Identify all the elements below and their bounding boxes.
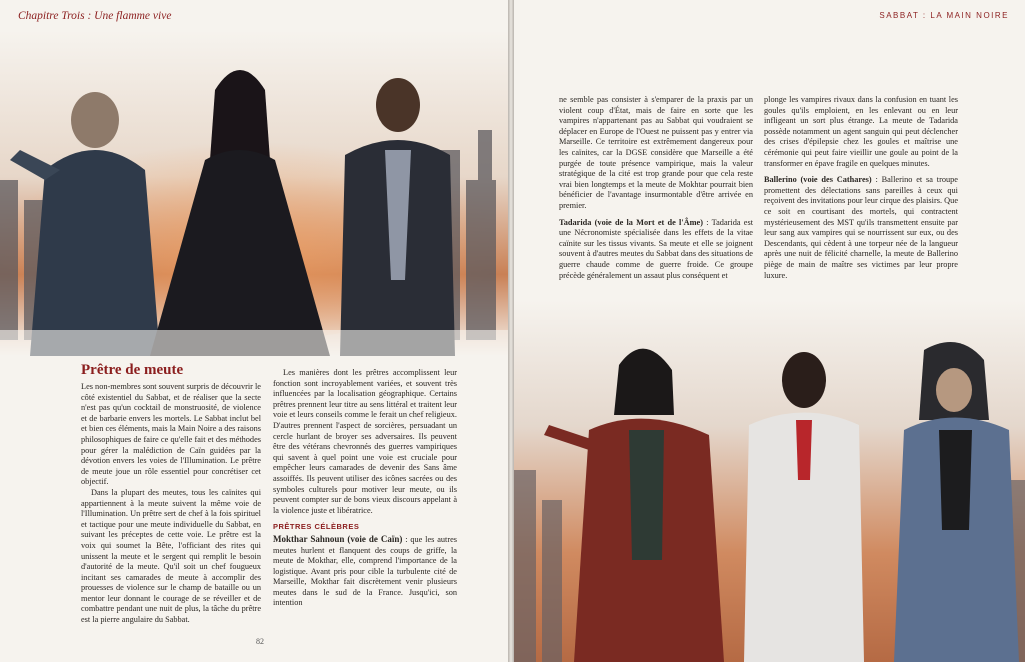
left-page <box>0 0 508 662</box>
entry-tadarida <box>559 218 753 282</box>
running-head-left: Chapitre Trois : Une flamme vive <box>18 10 172 22</box>
entry-name: Tadarida (voie de la Mort et de l'Âme) <box>559 217 704 227</box>
page-number: 82 <box>256 637 264 646</box>
subhead-famous-priests: PRÊTRES CÉLÈBRES <box>273 522 360 532</box>
entry-text: : Ballerino et sa troupe promettent des délectations sans pareilles à ceux qui reçoivent des invitations pour leur cirque des plaisirs. Que ce soit en courtisant des mortels, qui contractent mystérieusement des MST qu'ils transmettent ensuite par leur sang aux vampires qui se nourrissent sur eux, ou des Descendants, qui cèdent à une torpeur née de la langueur après une nuit de félicité charnelle, la meute de Ballerino piège de main de maître ses victimes par leur propre luxure. <box>764 175 958 280</box>
entry-name: Ballerino (voie des Cathares) <box>764 175 872 185</box>
entry-ballerino <box>764 175 958 281</box>
right-page <box>514 0 1025 662</box>
entry-mokthar <box>273 534 457 609</box>
illustration-three-sabbat-members-art <box>514 300 1025 662</box>
section-title: Prêtre de meute <box>81 362 184 378</box>
paragraph: Les non-membres sont souvent surpris de découvrir le côté existentiel du Sabbat, et de réaliser que la secte n'est pas qu'un cocktail de monstruosité, de violence et de barbarie envers les mortels. Le Sabbat inclut bel et bien ces éléments, mais la Main Noire a des raisons philosophiques de faire ce qu'elle fait et des méthodes pour gérer la malédiction de Caïn guidées par la dévotion envers les voies de l'Illumination. Le prêtre de meute joue un rôle essentiel pour concrétiser cet objectif. <box>81 382 261 487</box>
left-column-1 <box>81 382 261 626</box>
paragraph: Dans la plupart des meutes, tous les caïnites qui appartiennent à la meute suivent la même voie de l'Illumination. Un prêtre sert de chef à la fois spirituel et tactique pour une meute individuelle du Sabbat, en suivant les préceptes de cette voie. Le prêtre est la voix qui soumet la Bête, l'officiant des rites qui unissent la meute et le sergent qui remplit le besoin d'autorité de la meute. Qu'il soit un chef fougueux incitant ses camarades de meute à accomplir des prouesses de violence sur le champ de bataille ou un mentor leur donnant le courage de se réveiller et de combattre pendant une nuit de plus, la tâche du prêtre est la pierre angulaire du Sabbat. <box>81 487 261 625</box>
illustration-three-vampires-art <box>0 30 508 356</box>
paragraph: Les manières dont les prêtres accomplissent leur fonction sont incroyablement variées, et souvent très influencées par la localisation géographique. Certains prêtres prennent leur titre au sens littéral et traitent leur voie et leurs conseils comme le ferait un chef religieux. D'autres prennent l'aspect de sorcières, persuadant un cercle hurlant de broyer ses adversaires. Ils peuvent être des vétérans chevronnés des guerres vampiriques qui savent à quel point une voie est cruciale pour empêcher leurs camarades de devenir des Sans âme assoiffés. Ils peuvent utiliser des icônes sacrées ou des symboles culturels pour motiver leur meute, ou ils peuvent compter sur de bons vieux discours appelant à la violence juste et libératrice. <box>273 368 457 515</box>
right-column-1 <box>559 95 753 281</box>
paragraph: plonge les vampires rivaux dans la confusion en tuant les goules qu'ils emploient, en les enlevant ou en leur infligeant un sort plus étrange. La meute de Tadarida possède notamment un agent sanguin qui peut déclencher des crises d'épilepsie chez les goules et maîtrise une cérémonie qui peut faire vieillir une goule au point de la transformer en épave fragile en quelques minutes. <box>764 95 958 168</box>
paragraph: ne semble pas consister à s'emparer de la praxis par un violent coup d'État, mais de faire en sorte que les vampires n'appartenant pas au Sabbat qui voudraient se déplacer en Europe de l'Ouest ne puissent pas y entrer via Marseille. Ce territoire est extrêmement dangereux pour les caïnites, car la DGSE considère que Marseille a été purgée de toute présence vampirique, mais la valeur stratégique de la cité est trop grande pour que cela reste vrai bien longtemps et la meute de Mokhtar pourrait bien bénéficier de l'avantage insurmontable d'être arrivée en premier. <box>559 95 753 210</box>
illustration-three-sabbat-members <box>514 300 1025 662</box>
entry-name: Mokthar Sahnoun (voie de Caïn) <box>273 533 403 544</box>
entry-text: : Tadarida est une Nécronomiste spécialisée dans les effets de la vitae caïnite sur les tissus vivants. Sa meute et elle se joignent souvent à d'autres meutes du Sabbat dans des situations de guerre chaude comme de guerre froide. Ce groupe précède généralement un assaut plus conséquent et <box>559 217 753 280</box>
entry-text: : que les autres meutes hurlent et flanquent des coups de griffe, la meute de Mokthar, elle, comprend l'importance de la logistique. Avant pris pour cible la turbulente cité de Marseille, Mokthar fait discrètement venir plusieurs meutes dans le sud de la France. Jusqu'ici, son intention <box>273 534 457 608</box>
illustration-three-vampires <box>0 30 508 356</box>
left-column-2 <box>273 368 457 609</box>
right-column-2 <box>764 95 958 281</box>
running-head-right: SABBAT : LA MAIN NOIRE <box>879 11 1009 20</box>
